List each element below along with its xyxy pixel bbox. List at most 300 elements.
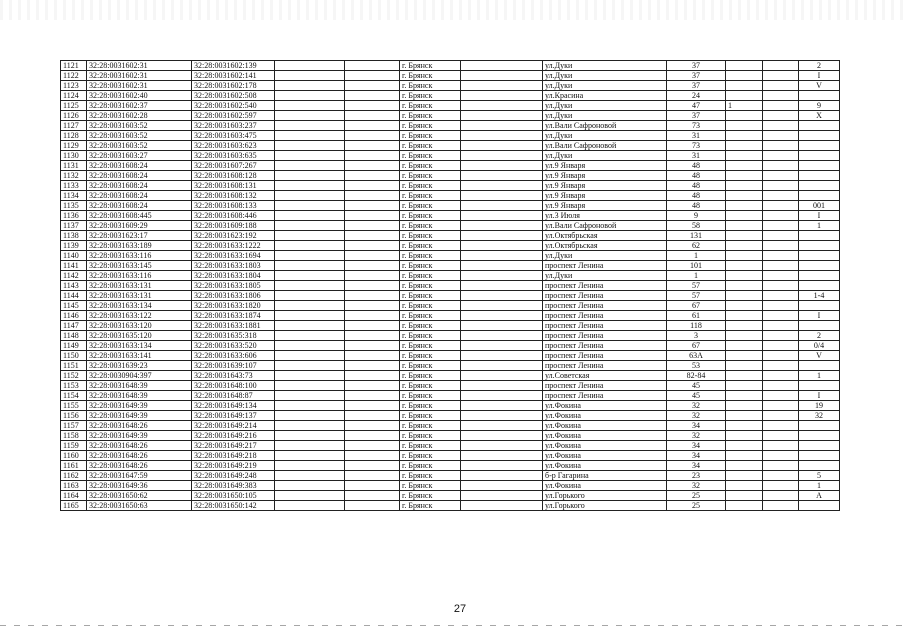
cell-cadastral-block: 32:28:0031603:27 <box>87 151 192 161</box>
cell-street: ул.Фокина <box>543 441 667 451</box>
cell-empty-col-a <box>275 491 345 501</box>
table-row <box>61 121 840 131</box>
cell-empty-col-c <box>461 421 543 431</box>
cell-apartment: V <box>799 81 840 91</box>
table-row <box>61 451 840 461</box>
cell-street: ул.Советская <box>543 371 667 381</box>
cell-city: г. Брянск <box>400 121 461 131</box>
cell-row-number: 1145 <box>61 301 87 311</box>
cell-row-number: 1165 <box>61 501 87 511</box>
cell-row-number: 1135 <box>61 201 87 211</box>
cell-cadastral-block: 32:28:0031633:122 <box>87 311 192 321</box>
cell-empty-col-c <box>461 71 543 81</box>
cell-cadastral-number: 32:28:0031633:1803 <box>192 261 275 271</box>
cell-building-col <box>726 441 763 451</box>
cell-empty-col-a <box>275 81 345 91</box>
cell-cadastral-number: 32:28:0031639:107 <box>192 361 275 371</box>
cell-house-number: 48 <box>667 201 726 211</box>
cell-cadastral-number: 32:28:0031643:73 <box>192 371 275 381</box>
cell-cadastral-block: 32:28:0031649:39 <box>87 431 192 441</box>
cell-building-col <box>726 431 763 441</box>
cell-empty-col-d <box>763 91 799 101</box>
cell-house-number: 48 <box>667 181 726 191</box>
cell-empty-col-b <box>345 141 400 151</box>
cell-street: ул.9 Января <box>543 181 667 191</box>
cell-cadastral-number: 32:28:0031649:218 <box>192 451 275 461</box>
cell-empty-col-a <box>275 311 345 321</box>
cell-building-col <box>726 161 763 171</box>
cell-apartment <box>799 91 840 101</box>
cell-cadastral-block: 32:28:0031602:31 <box>87 61 192 71</box>
cell-cadastral-block: 32:28:0031633:131 <box>87 291 192 301</box>
cell-row-number: 1150 <box>61 351 87 361</box>
cell-cadastral-block: 32:28:0031648:26 <box>87 441 192 451</box>
cell-cadastral-block: 32:28:0031608:24 <box>87 181 192 191</box>
cell-house-number: 67 <box>667 301 726 311</box>
cell-empty-col-a <box>275 71 345 81</box>
cell-building-col <box>726 301 763 311</box>
cell-empty-col-b <box>345 241 400 251</box>
cell-city: г. Брянск <box>400 91 461 101</box>
cell-building-col <box>726 141 763 151</box>
cell-apartment: 1 <box>799 481 840 491</box>
cell-empty-col-b <box>345 101 400 111</box>
cell-house-number: 34 <box>667 441 726 451</box>
cell-empty-col-d <box>763 281 799 291</box>
cell-cadastral-block: 32:28:0031602:31 <box>87 71 192 81</box>
cell-empty-col-d <box>763 161 799 171</box>
cell-empty-col-a <box>275 141 345 151</box>
cell-street: ул.Октябрьская <box>543 241 667 251</box>
cell-cadastral-block: 32:28:0031648:26 <box>87 421 192 431</box>
cell-empty-col-b <box>345 291 400 301</box>
cell-cadastral-number: 32:28:0031633:520 <box>192 341 275 351</box>
table-row <box>61 401 840 411</box>
cell-cadastral-block: 32:28:0031633:120 <box>87 321 192 331</box>
cell-empty-col-b <box>345 431 400 441</box>
table-row <box>61 301 840 311</box>
cell-cadastral-number: 32:28:0031633:1806 <box>192 291 275 301</box>
cell-house-number: 25 <box>667 491 726 501</box>
cell-empty-col-d <box>763 271 799 281</box>
cell-empty-col-b <box>345 131 400 141</box>
cell-building-col <box>726 361 763 371</box>
cell-apartment <box>799 421 840 431</box>
cell-cadastral-number: 32:28:0031633:1881 <box>192 321 275 331</box>
cell-empty-col-d <box>763 471 799 481</box>
cell-street: проспект Ленина <box>543 361 667 371</box>
cell-building-col <box>726 171 763 181</box>
table-row <box>61 411 840 421</box>
cell-street: ул.Дуки <box>543 251 667 261</box>
cell-building-col <box>726 481 763 491</box>
cell-cadastral-number: 32:28:0031649:134 <box>192 401 275 411</box>
cell-empty-col-a <box>275 231 345 241</box>
cell-city: г. Брянск <box>400 161 461 171</box>
cell-building-col <box>726 291 763 301</box>
cell-building-col <box>726 61 763 71</box>
cell-city: г. Брянск <box>400 361 461 371</box>
cell-city: г. Брянск <box>400 191 461 201</box>
cell-empty-col-c <box>461 331 543 341</box>
cell-street: ул.Фокина <box>543 451 667 461</box>
cell-apartment <box>799 191 840 201</box>
table-row <box>61 371 840 381</box>
cell-empty-col-c <box>461 61 543 71</box>
cell-house-number: 32 <box>667 481 726 491</box>
cell-house-number: 47 <box>667 101 726 111</box>
cell-house-number: 3 <box>667 331 726 341</box>
cell-empty-col-d <box>763 481 799 491</box>
scan-noise-bottom <box>0 625 905 626</box>
cell-empty-col-b <box>345 481 400 491</box>
cell-apartment <box>799 241 840 251</box>
cell-cadastral-number: 32:28:0031607:267 <box>192 161 275 171</box>
cell-city: г. Брянск <box>400 401 461 411</box>
cell-street: ул.9 Января <box>543 161 667 171</box>
cell-street: ул.Фокина <box>543 401 667 411</box>
cell-cadastral-number: 32:28:0031649:214 <box>192 421 275 431</box>
cell-city: г. Брянск <box>400 261 461 271</box>
cell-building-col <box>726 271 763 281</box>
cell-city: г. Брянск <box>400 251 461 261</box>
table-row <box>61 491 840 501</box>
cell-city: г. Брянск <box>400 351 461 361</box>
cell-house-number: 1 <box>667 271 726 281</box>
cell-house-number: 37 <box>667 61 726 71</box>
cell-house-number: 48 <box>667 171 726 181</box>
cell-empty-col-c <box>461 411 543 421</box>
cell-apartment <box>799 361 840 371</box>
cell-apartment <box>799 501 840 511</box>
cell-cadastral-block: 32:28:0031649:39 <box>87 401 192 411</box>
cell-apartment: 32 <box>799 411 840 421</box>
cell-cadastral-number: 32:28:0031602:597 <box>192 111 275 121</box>
cell-cadastral-block: 32:28:0031635:120 <box>87 331 192 341</box>
cell-empty-col-b <box>345 501 400 511</box>
table-row <box>61 471 840 481</box>
cell-house-number: 45 <box>667 391 726 401</box>
cell-empty-col-d <box>763 451 799 461</box>
cell-building-col <box>726 281 763 291</box>
cell-empty-col-a <box>275 191 345 201</box>
cell-building-col <box>726 381 763 391</box>
table-row <box>61 141 840 151</box>
cell-empty-col-d <box>763 301 799 311</box>
cell-row-number: 1122 <box>61 71 87 81</box>
cell-cadastral-number: 32:28:0031602:508 <box>192 91 275 101</box>
cell-empty-col-b <box>345 271 400 281</box>
cell-empty-col-b <box>345 231 400 241</box>
cell-street: ул.9 Января <box>543 201 667 211</box>
cell-empty-col-d <box>763 351 799 361</box>
cell-empty-col-a <box>275 391 345 401</box>
cell-building-col <box>726 201 763 211</box>
cell-city: г. Брянск <box>400 171 461 181</box>
cell-apartment <box>799 171 840 181</box>
cell-city: г. Брянск <box>400 311 461 321</box>
cell-building-col <box>726 91 763 101</box>
cell-building-col: 1 <box>726 101 763 111</box>
cell-empty-col-d <box>763 81 799 91</box>
table-row <box>61 221 840 231</box>
table-row <box>61 441 840 451</box>
cell-city: г. Брянск <box>400 501 461 511</box>
cell-empty-col-d <box>763 141 799 151</box>
cell-cadastral-block: 32:28:0031650:63 <box>87 501 192 511</box>
cell-empty-col-d <box>763 251 799 261</box>
cell-cadastral-number: 32:28:0031633:1222 <box>192 241 275 251</box>
table-row <box>61 81 840 91</box>
cell-apartment <box>799 451 840 461</box>
cell-empty-col-d <box>763 371 799 381</box>
cell-building-col <box>726 451 763 461</box>
cell-apartment <box>799 321 840 331</box>
cell-building-col <box>726 111 763 121</box>
cell-empty-col-a <box>275 101 345 111</box>
cell-row-number: 1146 <box>61 311 87 321</box>
cell-street: проспект Ленина <box>543 341 667 351</box>
cell-cadastral-number: 32:28:0031648:87 <box>192 391 275 401</box>
cell-empty-col-d <box>763 311 799 321</box>
cell-apartment <box>799 181 840 191</box>
cell-empty-col-c <box>461 101 543 111</box>
cell-empty-col-d <box>763 361 799 371</box>
cell-building-col <box>726 341 763 351</box>
cell-empty-col-a <box>275 501 345 511</box>
cell-street: ул.Фокина <box>543 461 667 471</box>
table-row <box>61 481 840 491</box>
cell-cadastral-block: 32:28:0031648:26 <box>87 451 192 461</box>
cell-row-number: 1129 <box>61 141 87 151</box>
cell-house-number: 67 <box>667 341 726 351</box>
cell-empty-col-b <box>345 161 400 171</box>
table-row <box>61 131 840 141</box>
cell-empty-col-d <box>763 411 799 421</box>
cell-house-number: 45 <box>667 381 726 391</box>
cell-empty-col-c <box>461 301 543 311</box>
cell-street: ул.Вали Сафроновой <box>543 141 667 151</box>
cadastral-table <box>60 60 840 511</box>
cell-cadastral-number: 32:28:0031603:635 <box>192 151 275 161</box>
cell-cadastral-block: 32:28:0031633:116 <box>87 271 192 281</box>
cell-house-number: 48 <box>667 161 726 171</box>
cell-street: проспект Ленина <box>543 381 667 391</box>
cell-empty-col-b <box>345 441 400 451</box>
cell-row-number: 1147 <box>61 321 87 331</box>
table-row <box>61 361 840 371</box>
cell-apartment <box>799 271 840 281</box>
cell-cadastral-block: 32:28:0031648:39 <box>87 391 192 401</box>
cell-street: проспект Ленина <box>543 321 667 331</box>
cell-empty-col-a <box>275 331 345 341</box>
cell-city: г. Брянск <box>400 61 461 71</box>
cell-city: г. Брянск <box>400 71 461 81</box>
cell-empty-col-b <box>345 221 400 231</box>
cell-house-number: 34 <box>667 451 726 461</box>
cell-house-number: 58 <box>667 221 726 231</box>
cell-cadastral-number: 32:28:0031603:237 <box>192 121 275 131</box>
cell-empty-col-c <box>461 491 543 501</box>
cell-city: г. Брянск <box>400 471 461 481</box>
cell-city: г. Брянск <box>400 141 461 151</box>
cell-empty-col-a <box>275 451 345 461</box>
cell-street: ул.Фокина <box>543 421 667 431</box>
cell-cadastral-block: 32:28:0031603:52 <box>87 121 192 131</box>
cell-empty-col-a <box>275 131 345 141</box>
cell-row-number: 1161 <box>61 461 87 471</box>
cell-empty-col-d <box>763 291 799 301</box>
cell-house-number: 62 <box>667 241 726 251</box>
cell-empty-col-b <box>345 121 400 131</box>
cell-row-number: 1143 <box>61 281 87 291</box>
cell-city: г. Брянск <box>400 221 461 231</box>
cell-empty-col-b <box>345 211 400 221</box>
cell-cadastral-number: 32:28:0031649:216 <box>192 431 275 441</box>
cell-empty-col-c <box>461 201 543 211</box>
scan-noise-top <box>0 0 905 20</box>
cell-empty-col-c <box>461 181 543 191</box>
cell-empty-col-d <box>763 431 799 441</box>
cell-house-number: 34 <box>667 461 726 471</box>
cell-empty-col-b <box>345 201 400 211</box>
cell-row-number: 1153 <box>61 381 87 391</box>
cell-empty-col-b <box>345 151 400 161</box>
cell-row-number: 1156 <box>61 411 87 421</box>
cell-building-col <box>726 151 763 161</box>
cell-row-number: 1126 <box>61 111 87 121</box>
cell-empty-col-c <box>461 131 543 141</box>
cell-row-number: 1137 <box>61 221 87 231</box>
cell-row-number: 1133 <box>61 181 87 191</box>
cell-street: ул.Фокина <box>543 411 667 421</box>
cell-city: г. Брянск <box>400 491 461 501</box>
cell-apartment: I <box>799 211 840 221</box>
cell-house-number: 82-84 <box>667 371 726 381</box>
cell-house-number: 63А <box>667 351 726 361</box>
table-row <box>61 461 840 471</box>
cell-empty-col-d <box>763 201 799 211</box>
cell-building-col <box>726 211 763 221</box>
cell-street: проспект Ленина <box>543 311 667 321</box>
cell-cadastral-block: 32:28:0031647:59 <box>87 471 192 481</box>
cell-cadastral-number: 32:28:0031650:105 <box>192 491 275 501</box>
cell-apartment: 19 <box>799 401 840 411</box>
cell-city: г. Брянск <box>400 441 461 451</box>
table-row <box>61 231 840 241</box>
cell-house-number: 118 <box>667 321 726 331</box>
cell-building-col <box>726 251 763 261</box>
cell-street: б-р Гагарина <box>543 471 667 481</box>
cell-house-number: 31 <box>667 131 726 141</box>
cell-empty-col-c <box>461 471 543 481</box>
cell-building-col <box>726 71 763 81</box>
cell-empty-col-b <box>345 331 400 341</box>
cell-empty-col-a <box>275 261 345 271</box>
cell-city: г. Брянск <box>400 181 461 191</box>
cell-empty-col-c <box>461 451 543 461</box>
cell-empty-col-b <box>345 321 400 331</box>
cell-empty-col-c <box>461 431 543 441</box>
table-row <box>61 161 840 171</box>
cell-apartment: 001 <box>799 201 840 211</box>
cell-row-number: 1134 <box>61 191 87 201</box>
cell-row-number: 1121 <box>61 61 87 71</box>
cell-row-number: 1158 <box>61 431 87 441</box>
cell-empty-col-c <box>461 441 543 451</box>
cell-cadastral-number: 32:28:0031608:446 <box>192 211 275 221</box>
cell-empty-col-d <box>763 491 799 501</box>
cell-city: г. Брянск <box>400 201 461 211</box>
table-row <box>61 501 840 511</box>
cell-house-number: 131 <box>667 231 726 241</box>
cell-apartment: 1 <box>799 221 840 231</box>
cell-empty-col-c <box>461 281 543 291</box>
cell-row-number: 1130 <box>61 151 87 161</box>
cell-empty-col-a <box>275 201 345 211</box>
cell-empty-col-a <box>275 161 345 171</box>
cell-house-number: 24 <box>667 91 726 101</box>
cell-street: ул.Дуки <box>543 81 667 91</box>
cell-cadastral-block: 32:28:0031648:39 <box>87 381 192 391</box>
cell-city: г. Брянск <box>400 131 461 141</box>
table-body <box>61 61 840 511</box>
cell-cadastral-number: 32:28:0031633:606 <box>192 351 275 361</box>
cell-empty-col-b <box>345 191 400 201</box>
cell-row-number: 1136 <box>61 211 87 221</box>
cell-building-col <box>726 421 763 431</box>
cell-empty-col-c <box>461 171 543 181</box>
cell-row-number: 1163 <box>61 481 87 491</box>
cell-empty-col-c <box>461 391 543 401</box>
cell-building-col <box>726 461 763 471</box>
cell-building-col <box>726 181 763 191</box>
cell-row-number: 1125 <box>61 101 87 111</box>
cell-apartment: 2 <box>799 331 840 341</box>
cell-building-col <box>726 401 763 411</box>
cell-empty-col-c <box>461 461 543 471</box>
cell-row-number: 1162 <box>61 471 87 481</box>
cell-cadastral-block: 32:28:0031649:39 <box>87 411 192 421</box>
table-row <box>61 311 840 321</box>
cell-apartment <box>799 431 840 441</box>
cell-house-number: 61 <box>667 311 726 321</box>
cell-building-col <box>726 261 763 271</box>
cell-apartment <box>799 161 840 171</box>
cell-cadastral-block: 32:28:0031650:62 <box>87 491 192 501</box>
cell-empty-col-c <box>461 121 543 131</box>
table-row <box>61 111 840 121</box>
cell-city: г. Брянск <box>400 291 461 301</box>
cell-empty-col-a <box>275 341 345 351</box>
cell-cadastral-number: 32:28:0031633:1874 <box>192 311 275 321</box>
cell-cadastral-number: 32:28:0031602:141 <box>192 71 275 81</box>
cell-empty-col-d <box>763 341 799 351</box>
cell-cadastral-number: 32:28:0031609:188 <box>192 221 275 231</box>
cell-empty-col-c <box>461 211 543 221</box>
cell-empty-col-d <box>763 261 799 271</box>
cell-street: ул.Фокина <box>543 431 667 441</box>
cell-street: ул.Фокина <box>543 481 667 491</box>
cell-empty-col-d <box>763 61 799 71</box>
cell-empty-col-d <box>763 391 799 401</box>
cell-cadastral-number: 32:28:0031650:142 <box>192 501 275 511</box>
cell-empty-col-a <box>275 401 345 411</box>
cell-street: ул.Горького <box>543 501 667 511</box>
cell-apartment <box>799 131 840 141</box>
cell-empty-col-c <box>461 311 543 321</box>
cell-row-number: 1124 <box>61 91 87 101</box>
